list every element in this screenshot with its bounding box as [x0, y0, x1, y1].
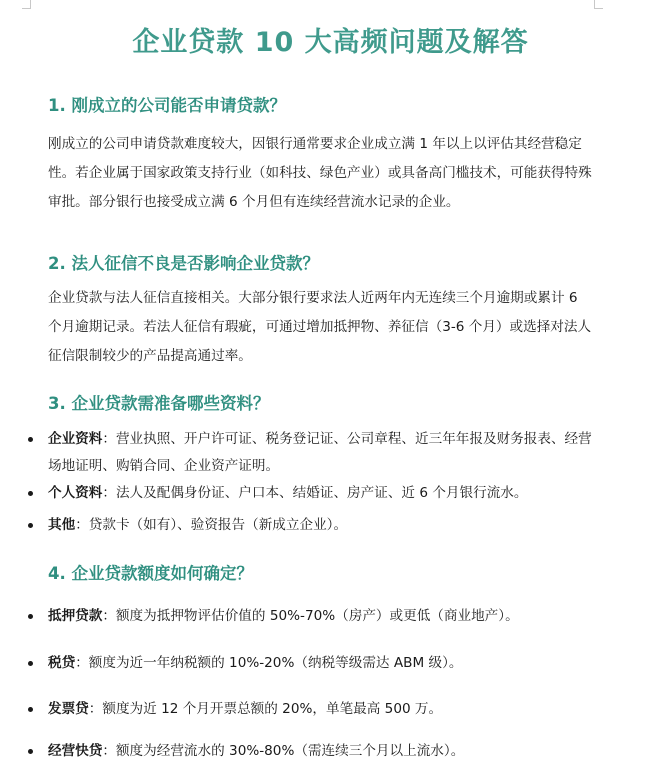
bullet-icon: [28, 523, 33, 528]
list-item-text: ：贷款卡（如有）、验资报告（新成立企业）。: [75, 517, 348, 533]
list-item-label: 其他: [48, 517, 76, 533]
list-item-text: ：营业执照、开户许可证、税务登记证、公司章程、近三年年报及财务报表、经营场地证明、购销合同、企业资产证明。: [48, 431, 592, 474]
question-heading-2: 2. 法人征信不良是否影响企业贷款？: [48, 254, 319, 273]
list-item-text: ：额度为经营流水的 30%-80%（需连续三个月以上流水）。: [102, 743, 465, 759]
list-item-label: 个人资料: [48, 485, 103, 501]
list-item-label: 企业资料: [48, 431, 103, 447]
bullet-icon: [28, 614, 33, 619]
list-item-text: ：额度为近 12 个月开票总额的 20%，单笔最高 500 万。: [88, 701, 443, 717]
list-item: [48, 426, 593, 480]
list-item: [48, 696, 593, 723]
bullet-icon: [28, 437, 33, 442]
bullet-icon: [28, 707, 33, 712]
list-item-label: 税贷: [48, 655, 76, 671]
list-item: [48, 650, 593, 677]
list-item-text: ：额度为抵押物评估价值的 50%-70%（房产）或更低（商业地产）。: [102, 608, 519, 624]
bullet-icon: [28, 661, 33, 666]
list-item-label: 发票贷: [48, 701, 89, 717]
answer-paragraph-1: 刚成立的公司申请贷款难度较大，因银行通常要求企业成立满 1 年以上以评估其经营稳定性。若企业属于国家政策支持行业（如科技、绿色产业）或具备高门槛技术，可能获得特殊审批。部分银行也接受成立满 6 个月但有连续经营流水记录的企业。: [48, 136, 592, 210]
answer-paragraph-2: 企业贷款与法人征信直接相关。大部分银行要求法人近两年内无连续三个月逾期或累计 6 个月逾期记录。若法人征信有瑕疵，可通过增加抵押物、养征信（3-6 个月）或选择对法人征信限制较少的产品提高通过率。: [48, 290, 592, 364]
list-item-text: ：额度为近一年纳税额的 10%-20%（纳税等级需达 ABM 级）。: [75, 655, 463, 671]
question-heading-3: 3. 企业贷款需准备哪些资料？: [48, 394, 270, 413]
list-item: [48, 512, 593, 539]
list-item: [48, 480, 593, 507]
page-corner-mark: [22, 0, 31, 9]
list-item: [48, 738, 593, 765]
bullet-icon: [28, 749, 33, 754]
question-heading-1: 1. 刚成立的公司能否申请贷款？: [48, 96, 286, 115]
document-title: 企业贷款 10 大高频问题及解答: [132, 27, 529, 58]
list-item: [48, 603, 593, 630]
question-heading-4: 4. 企业贷款额度如何确定？: [48, 564, 253, 583]
bullet-icon: [28, 491, 33, 496]
list-item-text: ：法人及配偶身份证、户口本、结婚证、房产证、近 6 个月银行流水。: [102, 485, 528, 501]
list-item-label: 抵押贷款: [48, 608, 103, 624]
list-item-label: 经营快贷: [48, 743, 103, 759]
page-corner-mark: [594, 0, 603, 9]
